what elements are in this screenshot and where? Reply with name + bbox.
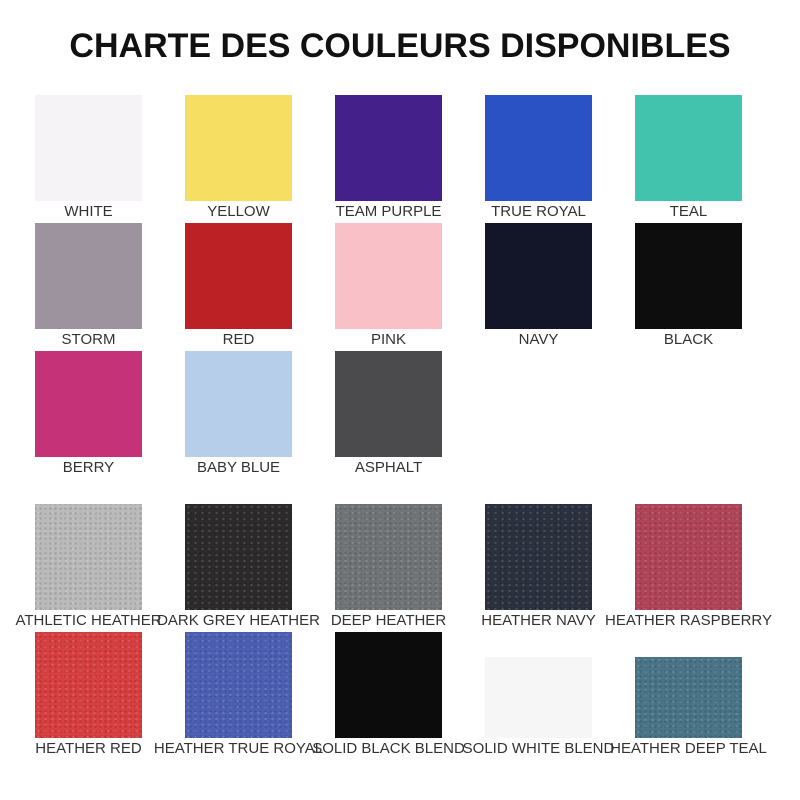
color-swatch-area: [185, 632, 292, 738]
color-swatch-cell: [35, 95, 142, 221]
color-swatch-label: BERRY: [62, 459, 115, 476]
color-swatch-area: [185, 351, 292, 457]
color-swatch-area: [485, 223, 592, 329]
color-swatch-storm: [35, 223, 142, 329]
color-swatch-label-area: [335, 203, 442, 221]
color-swatch-cell: [157, 504, 320, 630]
color-swatch-yellow: [185, 95, 292, 201]
color-row: [15, 504, 800, 630]
color-swatch-cell: [185, 95, 292, 221]
color-swatch-cell: [635, 95, 742, 221]
color-swatch-solid-black-blend: [335, 632, 442, 738]
color-swatch-baby-blue: [185, 351, 292, 457]
color-swatch-cell: [335, 351, 442, 477]
color-swatch-label: TEAM PURPLE: [335, 203, 442, 220]
color-swatch-heather-navy: [485, 504, 592, 610]
color-swatch-area: [635, 95, 742, 201]
color-swatch-area: [185, 504, 292, 610]
color-swatch-area: [335, 223, 442, 329]
page-title: CHARTE DES COULEURS DISPONIBLES: [69, 27, 731, 65]
color-swatch-berry: [35, 351, 142, 457]
color-swatch-cell: [35, 632, 142, 758]
color-swatch-cell: [635, 223, 742, 349]
color-swatch-label-area: [35, 740, 142, 758]
color-swatch-area: [485, 632, 592, 738]
color-swatch-cell: [15, 504, 162, 630]
color-swatch-cell: [35, 351, 142, 477]
color-swatch-red: [185, 223, 292, 329]
color-swatch-area: [335, 632, 442, 738]
color-swatch-label-area: [330, 612, 447, 630]
color-swatch-cell: [485, 95, 592, 221]
color-swatch-label-area: [153, 740, 324, 758]
color-swatch-label: BABY BLUE: [196, 459, 281, 476]
color-swatch-area: [335, 95, 442, 201]
color-swatch-dark-grey-heather: [185, 504, 292, 610]
color-swatch-area: [635, 223, 742, 329]
color-swatch-label: DEEP HEATHER: [330, 612, 447, 629]
color-swatch-pink: [335, 223, 442, 329]
color-swatch-label: ASPHALT: [354, 459, 423, 476]
color-swatch-label-area: [15, 612, 162, 630]
color-swatch-label-area: [610, 740, 767, 758]
color-swatch-cell: [462, 632, 615, 758]
color-swatch-area: [35, 351, 142, 457]
color-swatch-label-area: [635, 331, 742, 349]
color-swatch-area: [335, 351, 442, 457]
color-swatch-label: SOLID WHITE BLEND: [462, 740, 615, 757]
color-swatch-area: [35, 95, 142, 201]
color-swatch-black: [635, 223, 742, 329]
color-swatch-label: PINK: [370, 331, 406, 348]
color-swatch-area: [635, 504, 742, 610]
color-swatch-label: HEATHER RED: [35, 740, 142, 757]
color-swatch-label-area: [312, 740, 465, 758]
color-swatch-label-area: [485, 203, 592, 221]
color-swatch-label-area: [485, 331, 592, 349]
color-row: [35, 223, 800, 349]
color-swatch-area: [335, 504, 442, 610]
color-swatch-heather-red: [35, 632, 142, 738]
color-swatch-team-purple: [335, 95, 442, 201]
color-swatch-cell: [185, 223, 292, 349]
color-swatch-label: HEATHER TRUE ROYAL: [153, 740, 324, 757]
color-swatch-label-area: [185, 331, 292, 349]
color-swatch-area: [185, 95, 292, 201]
color-swatch-label-area: [35, 459, 142, 477]
color-swatch-cell: [35, 223, 142, 349]
color-swatch-cell: [485, 223, 592, 349]
color-grid: [0, 95, 800, 758]
color-swatch-label-area: [635, 203, 742, 221]
color-swatch-label-area: [462, 740, 615, 758]
color-swatch-label-area: [605, 612, 772, 630]
color-swatch-cell: [335, 223, 442, 349]
color-swatch-cell: [605, 504, 772, 630]
color-swatch-label-area: [35, 203, 142, 221]
color-swatch-heather-true-royal: [185, 632, 292, 738]
color-swatch-cell: [481, 504, 596, 630]
color-swatch-cell: [185, 351, 292, 477]
color-swatch-teal: [635, 95, 742, 201]
color-swatch-cell: [312, 632, 465, 758]
color-swatch-label: YELLOW: [207, 203, 270, 220]
color-swatch-cell: [330, 504, 447, 630]
color-swatch-heather-raspberry: [635, 504, 742, 610]
color-swatch-label: DARK GREY HEATHER: [157, 612, 320, 629]
color-swatch-athletic-heather: [35, 504, 142, 610]
color-swatch-label: HEATHER DEEP TEAL: [610, 740, 767, 757]
color-swatch-label: BLACK: [663, 331, 714, 348]
color-swatch-label: TEAL: [669, 203, 708, 220]
color-swatch-label: ATHLETIC HEATHER: [15, 612, 162, 629]
color-swatch-true-royal: [485, 95, 592, 201]
color-swatch-label-area: [185, 459, 292, 477]
color-swatch-solid-white-blend: [485, 657, 592, 738]
color-swatch-area: [35, 504, 142, 610]
color-swatch-label-area: [481, 612, 596, 630]
color-swatch-area: [485, 504, 592, 610]
color-swatch-area: [635, 632, 742, 738]
color-swatch-navy: [485, 223, 592, 329]
color-swatch-label-area: [335, 331, 442, 349]
color-swatch-asphalt: [335, 351, 442, 457]
color-swatch-label: TRUE ROYAL: [491, 203, 586, 220]
color-swatch-area: [35, 223, 142, 329]
color-row: [35, 95, 800, 221]
color-swatch-label: HEATHER NAVY: [481, 612, 596, 629]
color-swatch-deep-heather: [335, 504, 442, 610]
color-swatch-label: SOLID BLACK BLEND: [312, 740, 465, 757]
color-swatch-label: WHITE: [64, 203, 113, 220]
color-swatch-area: [185, 223, 292, 329]
color-swatch-cell: [610, 632, 767, 758]
color-swatch-label-area: [157, 612, 320, 630]
color-swatch-white: [35, 95, 142, 201]
color-swatch-label: STORM: [61, 331, 116, 348]
color-swatch-label: NAVY: [518, 331, 559, 348]
color-swatch-label-area: [335, 459, 442, 477]
color-swatch-label-area: [185, 203, 292, 221]
color-row: [35, 351, 800, 477]
color-swatch-label: HEATHER RASPBERRY: [605, 612, 772, 629]
color-row: [35, 632, 800, 758]
color-swatch-label: RED: [222, 331, 255, 348]
color-swatch-cell: [335, 95, 442, 221]
color-swatch-label-area: [35, 331, 142, 349]
color-swatch-cell: [153, 632, 324, 758]
color-swatch-area: [35, 632, 142, 738]
color-swatch-area: [485, 95, 592, 201]
color-swatch-heather-deep-teal: [635, 657, 742, 738]
